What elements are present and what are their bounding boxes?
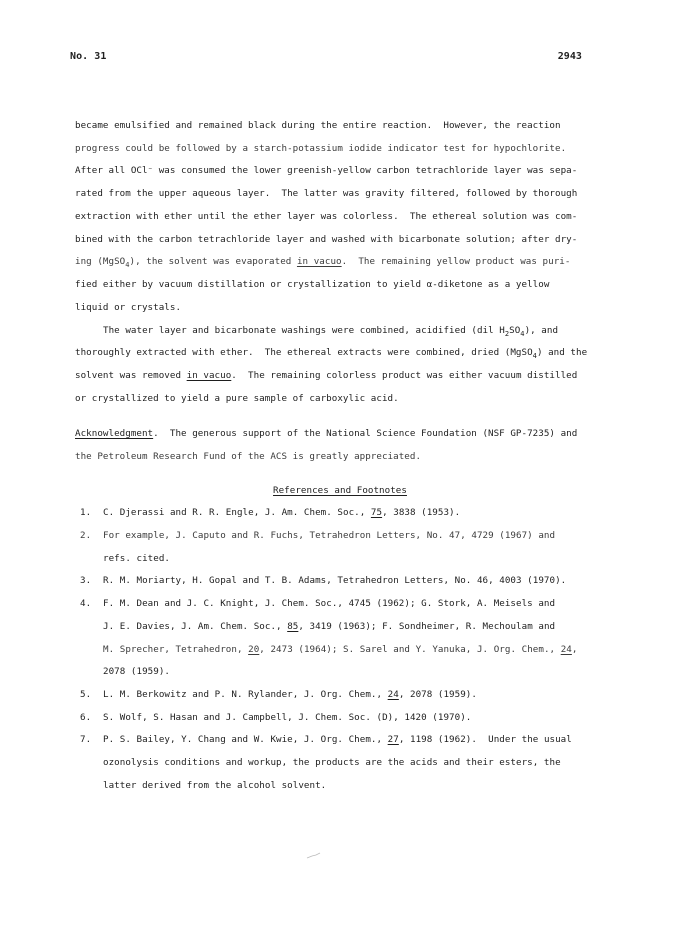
reference-text: R. M. Moriarty, H. Gopal and T. B. Adams, Tetrahedron Letters, No. 46, 4003 (1970). (103, 575, 567, 586)
reference-text: J. E. Davies, J. Am. Chem. Soc., 85, 3419 (1963); F. Sondheimer, R. Mechoulam and (103, 621, 556, 632)
reference-number: 1. (80, 507, 92, 518)
text-line: Acknowledgment. The generous support of the National Science Foundation (NSF GP-7235) and (75, 428, 578, 439)
reference-text: F. M. Dean and J. C. Knight, J. Chem. Soc., 4745 (1962); G. Stork, A. Meisels and (103, 598, 556, 609)
reference-number: 2. (80, 530, 92, 541)
scan-mark (306, 852, 322, 860)
reference-number: 4. (80, 598, 92, 609)
reference-number: 3. (80, 575, 92, 586)
reference-text: ozonolysis conditions and workup, the products are the acids and their esters, the (103, 757, 561, 768)
reference-number: 5. (80, 689, 92, 700)
text-line: became emulsified and remained black during the entire reaction. However, the reaction (75, 120, 561, 131)
reference-text: refs. cited. (103, 553, 170, 564)
text-line: After all OCl⁻ was consumed the lower greenish-yellow carbon tetrachloride layer was sepa- (75, 165, 578, 176)
text-line: the Petroleum Research Fund of the ACS is greatly appreciated. (75, 451, 422, 462)
reference-text: P. S. Bailey, Y. Chang and W. Kwie, J. Org. Chem., 27, 1198 (1962). Under the usual (103, 734, 572, 745)
journal-number: No. 31 (70, 51, 107, 62)
text-line: or crystallized to yield a pure sample of carboxylic acid. (75, 393, 399, 404)
references-heading: References and Footnotes (273, 485, 407, 496)
reference-text: For example, J. Caputo and R. Fuchs, Tetrahedron Letters, No. 47, 4729 (1967) and (103, 530, 556, 541)
text-line: solvent was removed in vacuo. The remaining colorless product was either vacuum distilled (75, 370, 578, 381)
text-line: extraction with ether until the ether layer was colorless. The ethereal solution was com- (75, 211, 578, 222)
text-line: bined with the carbon tetrachloride layer and washed with bicarbonate solution; after dry- (75, 234, 578, 245)
page-number: 2943 (557, 51, 582, 62)
text-line: fied either by vacuum distillation or crystallization to yield α-diketone as a yellow (75, 279, 550, 290)
reference-text: L. M. Berkowitz and P. N. Rylander, J. Org. Chem., 24, 2078 (1959). (103, 689, 477, 700)
reference-text: S. Wolf, S. Hasan and J. Campbell, J. Chem. Soc. (D), 1420 (1970). (103, 712, 472, 723)
text-line: The water layer and bicarbonate washings were combined, acidified (dil $H_2SO_4$), and (103, 325, 559, 338)
reference-text: 2078 (1959). (103, 666, 170, 677)
reference-text: M. Sprecher, Tetrahedron, 20, 2473 (1964); S. Sarel and Y. Yanuka, J. Org. Chem., 24, (103, 644, 578, 655)
text-line: rated from the upper aqueous layer. The latter was gravity filtered, followed by thorough (75, 188, 578, 199)
text-line: progress could be followed by a starch-potassium iodide indicator test for hypochlorite. (75, 143, 567, 154)
reference-text: latter derived from the alcohol solvent. (103, 780, 327, 791)
reference-text: C. Djerassi and R. R. Engle, J. Am. Chem. Soc., 75, 3838 (1953). (103, 507, 461, 518)
text-line: liquid or crystals. (75, 302, 182, 313)
reference-number: 7. (80, 734, 92, 745)
text-line: thoroughly extracted with ether. The ethereal extracts were combined, dried (MgSO$_4$) and the (75, 347, 588, 360)
reference-number: 6. (80, 712, 92, 723)
text-line: ing (MgSO$_4$), the solvent was evaporated in vacuo. The remaining yellow product was puri- (75, 256, 571, 269)
